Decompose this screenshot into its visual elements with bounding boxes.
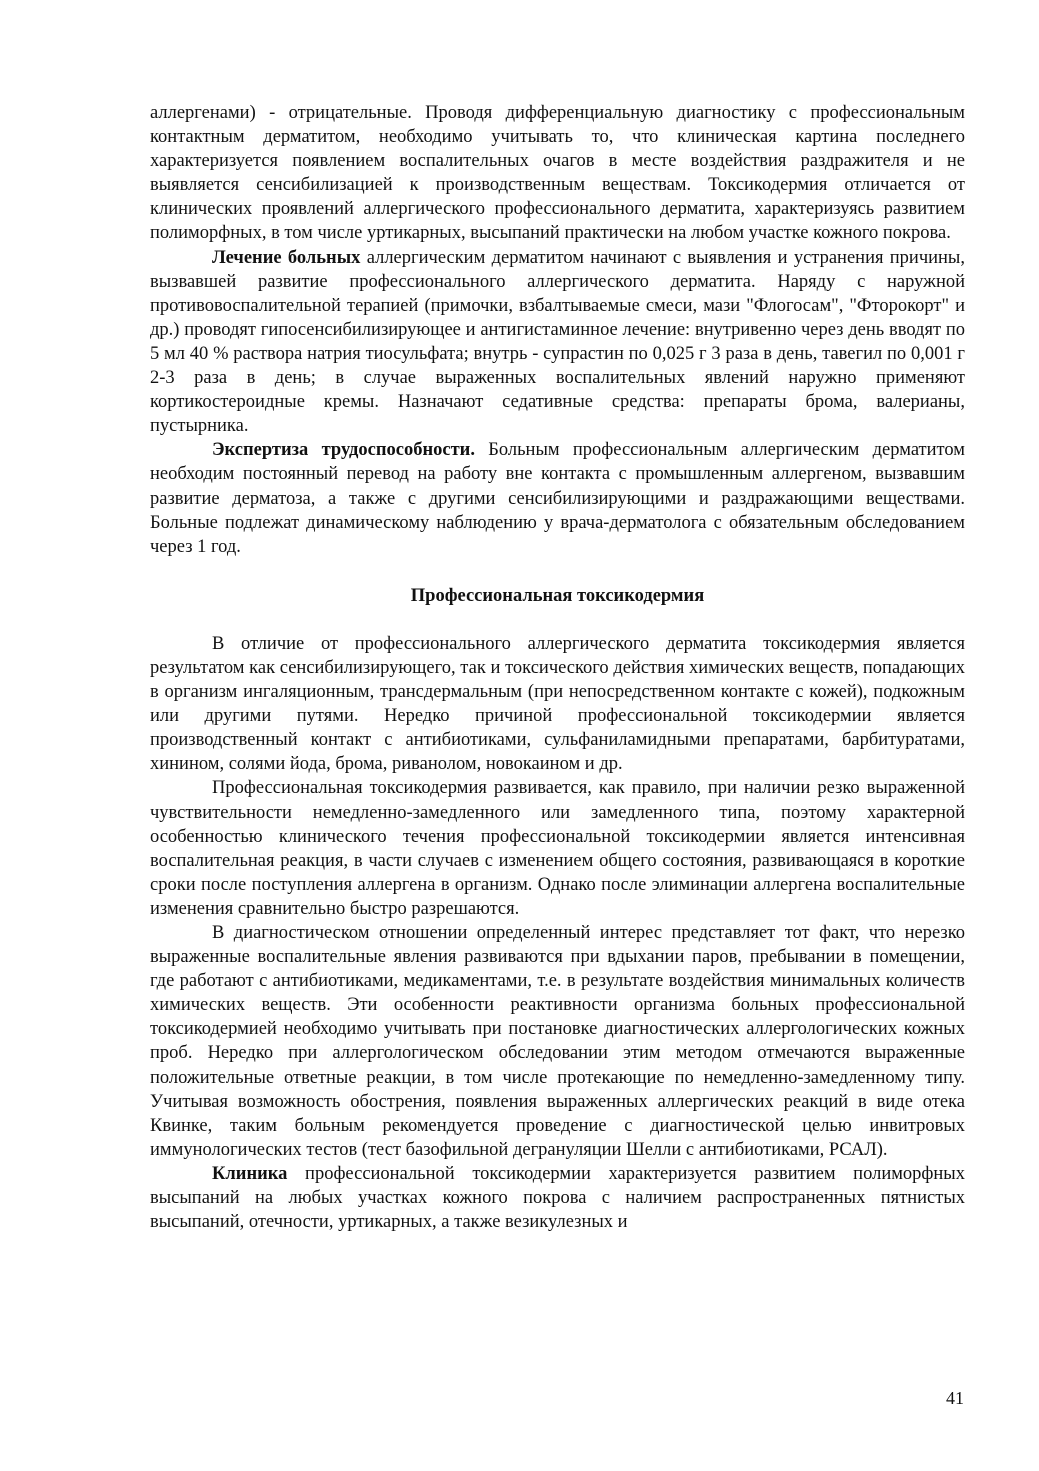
paragraph-diagnostics: В диагностическом отношении определенный интерес представляет тот факт, что нерезко выраженные воспалительные явления развиваются при вдыхании паров, пребывании в помещении, где работают с антибиотиками, медикаментами, т.е. в результате воздействия минимальных количеств химических веществ. Эти особенности реактивности организма больных профессиональной токсикодермией необходимо учитывать при постановке диагностических аллергологических кожных проб. Нередко при аллергологическом обследовании этим методом отмечаются выраженные положительные ответные реакции, в том числе протекающие по немедленно-замедленному типу. Учитывая возможность обострения, появления выраженных аллергических реакций в виде отека Квинке, таким больным рекомендуется проведение с диагностической целью инвитровых иммунологических тестов (тест базофильной дегрануляции Шелли с антибиотиками, РСАЛ). [150, 923, 965, 1160]
blank-line [150, 608, 965, 632]
paragraph-toxicoderma-definition: В отличие от профессионального аллергического дерматита токсикодермия является результатом как сенсибилизирующего, так и токсического действия химических веществ, попадающих в организм ингаляционным, трансдермальным (при непосредственном контакте с кожей), подкожным или другими путями. Нередко причиной профессиональной токсикодермии является производственный контакт с антибиотиками, сульфаниламидными препаратами, барбитуратами, хинином, солями йода, брома, риванолом, новокаином и др. [150, 633, 965, 775]
paragraph-clinic-heading: Клиника [212, 1163, 288, 1184]
paragraph-work-expertise [150, 438, 965, 558]
paragraph-treatment-heading: Лечение больных [212, 247, 361, 268]
paragraph-treatment-text: аллергическим дерматитом начинают с выявления и устранения причины, вызвавшей развитие профессионального аллергического дерматита. Наряду с наружной противовоспалительной терапией (примочки, взбалтываемые смеси, мази "Флогосам", "Фторокорт" и др.) проводят гипосенсибилизирующее и антигистаминное лечение: внутривенно через день вводят по 5 мл 40 % раствора натрия тиосульфата; внутрь - супрастин по 0,025 г 3 раза в день, тавегил по 0,001 г 2-3 раза в день; в случае выраженных воспалительных явлений наружно применяют кортикостероидные кремы. Назначают седативные средства: препараты брома, валерианы, пустырника. [150, 247, 965, 437]
paragraph-work-expertise-text: Больным профессиональным аллергическим дерматитом необходим постоянный перевод на работу вне контакта с промышленным аллергеном, вызвавшим развитие дерматоза, а также с другими сенсибилизирующими и раздражающими веществами. Больные подлежат динамическому наблюдению у врача-дерматолога с обязательным обследованием через 1 год. [150, 440, 965, 557]
page-number: 41 [946, 1388, 964, 1408]
paragraph-clinic [150, 1162, 965, 1234]
paragraph-toxicoderma-development: Профессиональная токсикодермия развивается, как правило, при наличии резко выраженной чувствительности немедленно-замедленного или замедленного типа, поэтому характерной особенностью клинического течения профессиональной токсикодермии является интенсивная воспалительная реакция, в части случаев с изменением общего состояния, развивающаяся в короткие сроки после поступления аллергена в организм. Однако после элиминации аллергена воспалительные изменения сравнительно быстро разрешаются. [150, 778, 965, 919]
document-page [150, 101, 965, 1234]
section-heading: Профессиональная токсикодермия [410, 585, 705, 606]
blank-line [150, 559, 965, 584]
paragraph-treatment [150, 246, 965, 439]
paragraph-work-expertise-heading: Экспертиза трудоспособности. [212, 440, 475, 461]
paragraph-clinic-text: профессиональной токсикодермии характеризуется развитием полиморфных высыпаний на любых участках кожного покрова с наличием распространенных пятнистых высыпаний, отечности, уртикарных, а также везикулезных и [150, 1163, 965, 1233]
paragraph-differential-diagnosis: аллергенами) - отрицательные. Проводя дифференциальную диагностику с профессиональным контактным дерматитом, необходимо учитывать то, что клиническая картина последнего характеризуется появлением воспалительных очагов в месте воздействия раздражителя и не выявляется сенсибилизацией к производственным веществам. Токсикодермия отличается от клинических проявлений аллергического профессионального дерматита, характеризуясь развитием полиморфных, в том числе уртикарных, высыпаний практически на любом участке кожного покрова. [150, 103, 965, 244]
